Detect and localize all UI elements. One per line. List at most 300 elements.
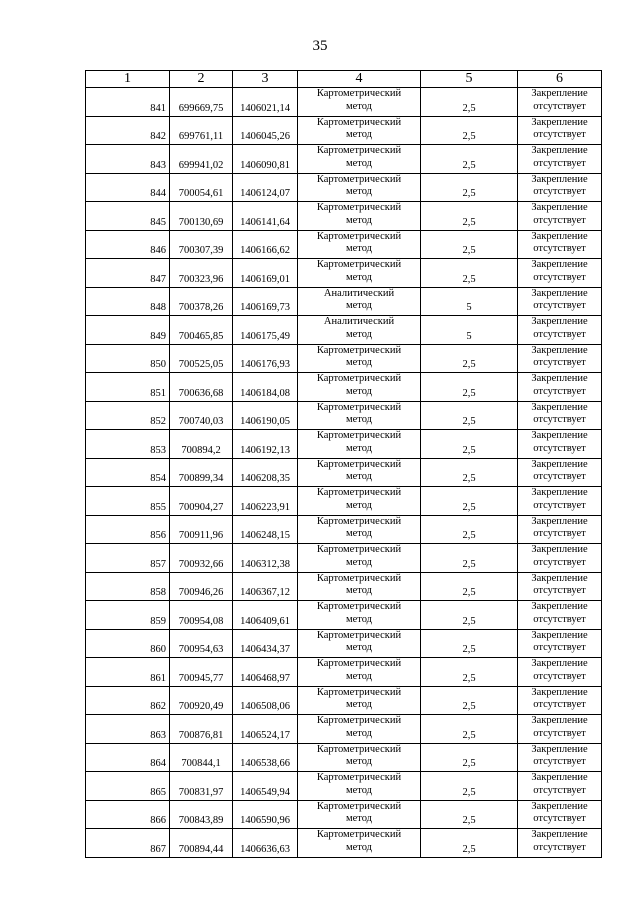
fixation-line-1: Закрепление — [531, 743, 588, 755]
coordinate-y-cell: 1406184,08 — [233, 373, 298, 402]
method-cell — [298, 259, 421, 288]
fixation-line-1: Закрепление — [531, 316, 588, 327]
fixation-line-2: отсутствует — [533, 385, 586, 397]
point-number-cell: 844 — [86, 173, 170, 202]
table-row — [86, 686, 602, 715]
accuracy-cell: 2,5 — [421, 715, 518, 744]
point-number-cell: 852 — [86, 401, 170, 430]
table-row — [86, 287, 602, 316]
coordinate-y-cell: 1406312,38 — [233, 544, 298, 573]
fixation-cell — [518, 743, 602, 772]
method-line-2: метод — [345, 243, 373, 254]
fixation-line-2: отсутствует — [533, 499, 586, 511]
coordinate-x-cell: 700954,63 — [170, 629, 233, 658]
fixation-line-1: Закрепление — [531, 686, 588, 698]
method-cell — [298, 88, 421, 117]
fixation-line-2: отсутствует — [533, 442, 586, 454]
accuracy-cell: 5 — [421, 316, 518, 345]
fixation-line-2: отсутствует — [533, 699, 586, 710]
fixation-cell — [518, 145, 602, 174]
method-line-2: метод — [345, 813, 373, 824]
method-cell — [298, 145, 421, 174]
method-cell — [298, 658, 421, 687]
column-header: 1 — [86, 71, 170, 88]
fixation-cell — [518, 230, 602, 259]
coordinate-y-cell: 1406508,06 — [233, 686, 298, 715]
coordinate-x-cell: 700844,1 — [170, 743, 233, 772]
accuracy-cell: 2,5 — [421, 430, 518, 459]
coordinate-y-cell: 1406190,05 — [233, 401, 298, 430]
method-line-2: метод — [345, 129, 373, 140]
point-number-cell: 851 — [86, 373, 170, 402]
table-row — [86, 401, 602, 430]
method-line-2: метод — [345, 556, 373, 568]
method-cell — [298, 287, 421, 316]
coordinate-x-cell: 700904,27 — [170, 487, 233, 516]
fixation-cell — [518, 88, 602, 117]
table-row — [86, 743, 602, 772]
fixation-line-1: Закрепление — [531, 487, 588, 498]
fixation-cell — [518, 401, 602, 430]
fixation-cell — [518, 487, 602, 516]
coordinate-y-cell: 1406045,26 — [233, 116, 298, 145]
method-cell — [298, 743, 421, 772]
method-line-2: метод — [345, 784, 373, 796]
fixation-cell — [518, 373, 602, 402]
method-line-1: Аналитический — [323, 316, 395, 327]
fixation-cell — [518, 572, 602, 601]
fixation-cell — [518, 430, 602, 459]
method-line-1: Картометрический — [316, 800, 402, 812]
method-line-1: Картометрический — [316, 259, 402, 270]
accuracy-cell: 2,5 — [421, 202, 518, 231]
fixation-cell — [518, 515, 602, 544]
method-line-2: метод — [345, 756, 373, 767]
point-number-cell: 845 — [86, 202, 170, 231]
method-cell — [298, 686, 421, 715]
coordinate-y-cell: 1406169,01 — [233, 259, 298, 288]
fixation-line-1: Закрепление — [531, 515, 588, 527]
table-row — [86, 658, 602, 687]
table-row — [86, 601, 602, 630]
method-line-1: Картометрический — [316, 658, 402, 669]
method-line-1: Картометрический — [316, 487, 402, 498]
accuracy-cell: 2,5 — [421, 487, 518, 516]
fixation-cell — [518, 686, 602, 715]
method-cell — [298, 458, 421, 487]
accuracy-cell: 2,5 — [421, 544, 518, 573]
fixation-cell — [518, 316, 602, 345]
method-line-2: метод — [345, 528, 373, 539]
method-cell — [298, 173, 421, 202]
fixation-line-1: Закрепление — [531, 145, 588, 156]
method-line-1: Картометрический — [316, 373, 402, 384]
method-line-2: метод — [345, 499, 373, 511]
coordinate-y-cell: 1406169,73 — [233, 287, 298, 316]
method-line-2: метод — [345, 727, 373, 739]
coordinate-x-cell: 700932,66 — [170, 544, 233, 573]
method-cell — [298, 230, 421, 259]
point-number-cell: 866 — [86, 800, 170, 829]
point-number-cell: 855 — [86, 487, 170, 516]
coordinate-x-cell: 700740,03 — [170, 401, 233, 430]
fixation-line-1: Закрепление — [531, 772, 588, 783]
method-line-2: метод — [345, 271, 373, 283]
fixation-line-2: отсутствует — [533, 186, 586, 197]
fixation-line-2: отсутствует — [533, 100, 586, 112]
accuracy-cell: 2,5 — [421, 800, 518, 829]
point-number-cell: 841 — [86, 88, 170, 117]
method-cell — [298, 601, 421, 630]
fixation-line-1: Закрепление — [531, 88, 588, 99]
method-line-2: метод — [345, 699, 373, 710]
fixation-cell — [518, 116, 602, 145]
method-line-1: Картометрический — [316, 829, 402, 840]
table-row — [86, 515, 602, 544]
method-cell — [298, 316, 421, 345]
fixation-line-2: отсутствует — [533, 214, 586, 226]
column-header: 6 — [518, 71, 602, 88]
fixation-line-2: отсутствует — [533, 784, 586, 796]
fixation-line-1: Закрепление — [531, 401, 588, 413]
point-number-cell: 867 — [86, 829, 170, 858]
method-line-2: метод — [345, 642, 373, 653]
point-number-cell: 856 — [86, 515, 170, 544]
point-number-cell: 860 — [86, 629, 170, 658]
method-line-1: Картометрический — [316, 88, 402, 99]
method-line-1: Аналитический — [323, 287, 395, 299]
point-number-cell: 846 — [86, 230, 170, 259]
point-number-cell: 862 — [86, 686, 170, 715]
header-row — [86, 71, 602, 88]
method-cell — [298, 829, 421, 858]
fixation-cell — [518, 629, 602, 658]
fixation-line-1: Закрепление — [531, 116, 588, 128]
coordinate-y-cell: 1406367,12 — [233, 572, 298, 601]
table-row — [86, 715, 602, 744]
fixation-line-2: отсутствует — [533, 556, 586, 568]
fixation-line-2: отсутствует — [533, 813, 586, 824]
point-number-cell: 853 — [86, 430, 170, 459]
coordinate-x-cell: 699761,11 — [170, 116, 233, 145]
fixation-line-1: Закрепление — [531, 800, 588, 812]
accuracy-cell: 2,5 — [421, 88, 518, 117]
fixation-line-2: отсутствует — [533, 243, 586, 254]
method-cell — [298, 373, 421, 402]
coordinate-y-cell: 1406124,07 — [233, 173, 298, 202]
coordinate-y-cell: 1406166,62 — [233, 230, 298, 259]
method-line-1: Картометрический — [316, 173, 402, 185]
coordinate-x-cell: 700920,49 — [170, 686, 233, 715]
fixation-cell — [518, 173, 602, 202]
coordinate-y-cell: 1406538,66 — [233, 743, 298, 772]
fixation-line-2: отсутствует — [533, 328, 586, 340]
point-number-cell: 859 — [86, 601, 170, 630]
fixation-line-2: отсутствует — [533, 585, 586, 596]
point-number-cell: 858 — [86, 572, 170, 601]
accuracy-cell: 2,5 — [421, 601, 518, 630]
fixation-cell — [518, 601, 602, 630]
method-line-1: Картометрический — [316, 515, 402, 527]
point-number-cell: 842 — [86, 116, 170, 145]
table-row — [86, 544, 602, 573]
accuracy-cell: 2,5 — [421, 629, 518, 658]
method-line-1: Картометрический — [316, 772, 402, 783]
coordinate-y-cell: 1406409,61 — [233, 601, 298, 630]
method-line-2: метод — [345, 442, 373, 454]
method-line-2: метод — [345, 328, 373, 340]
table-row — [86, 373, 602, 402]
table-header — [86, 71, 602, 88]
fixation-line-2: отсутствует — [533, 670, 586, 682]
fixation-line-2: отсутствует — [533, 528, 586, 539]
method-line-1: Картометрический — [316, 686, 402, 698]
coordinate-y-cell: 1406208,35 — [233, 458, 298, 487]
point-number-cell: 861 — [86, 658, 170, 687]
method-line-1: Картометрический — [316, 601, 402, 612]
coordinate-y-cell: 1406549,94 — [233, 772, 298, 801]
method-cell — [298, 401, 421, 430]
coordinate-y-cell: 1406175,49 — [233, 316, 298, 345]
method-line-1: Картометрический — [316, 202, 402, 213]
method-line-1: Картометрический — [316, 743, 402, 755]
fixation-cell — [518, 544, 602, 573]
table-row — [86, 259, 602, 288]
column-header: 3 — [233, 71, 298, 88]
point-number-cell: 864 — [86, 743, 170, 772]
coordinate-x-cell: 700894,44 — [170, 829, 233, 858]
method-cell — [298, 344, 421, 373]
column-header: 4 — [298, 71, 421, 88]
fixation-cell — [518, 202, 602, 231]
table-row — [86, 430, 602, 459]
accuracy-cell: 2,5 — [421, 572, 518, 601]
method-line-1: Картометрический — [316, 629, 402, 641]
method-cell — [298, 629, 421, 658]
coordinate-x-cell: 700843,89 — [170, 800, 233, 829]
coordinates-table — [85, 70, 602, 858]
accuracy-cell: 2,5 — [421, 743, 518, 772]
coordinate-x-cell: 700465,85 — [170, 316, 233, 345]
method-line-2: метод — [345, 157, 373, 169]
fixation-line-2: отсутствует — [533, 642, 586, 653]
fixation-line-1: Закрепление — [531, 458, 588, 470]
fixation-line-2: отсутствует — [533, 157, 586, 169]
fixation-cell — [518, 658, 602, 687]
fixation-line-1: Закрепление — [531, 715, 588, 726]
method-cell — [298, 572, 421, 601]
method-line-1: Картометрический — [316, 544, 402, 555]
fixation-line-1: Закрепление — [531, 601, 588, 612]
fixation-line-1: Закрепление — [531, 259, 588, 270]
accuracy-cell: 2,5 — [421, 772, 518, 801]
fixation-line-2: отсутствует — [533, 271, 586, 283]
accuracy-cell: 2,5 — [421, 686, 518, 715]
fixation-line-2: отсутствует — [533, 841, 586, 853]
table-row — [86, 344, 602, 373]
accuracy-cell: 2,5 — [421, 116, 518, 145]
method-line-2: метод — [345, 385, 373, 397]
method-line-2: метод — [345, 670, 373, 682]
fixation-line-2: отсутствует — [533, 357, 586, 368]
method-line-2: метод — [345, 471, 373, 482]
page-number: 35 — [312, 38, 328, 54]
point-number-cell: 848 — [86, 287, 170, 316]
fixation-line-2: отсутствует — [533, 756, 586, 767]
accuracy-cell: 2,5 — [421, 515, 518, 544]
method-cell — [298, 487, 421, 516]
coordinate-x-cell: 700876,81 — [170, 715, 233, 744]
method-line-2: метод — [345, 841, 373, 853]
coordinate-x-cell: 699669,75 — [170, 88, 233, 117]
coordinate-x-cell: 700954,08 — [170, 601, 233, 630]
accuracy-cell: 2,5 — [421, 145, 518, 174]
method-line-1: Картометрический — [316, 116, 402, 128]
table-row — [86, 173, 602, 202]
table-row — [86, 800, 602, 829]
method-cell — [298, 202, 421, 231]
coordinate-x-cell: 700831,97 — [170, 772, 233, 801]
method-line-2: метод — [345, 100, 373, 112]
accuracy-cell: 5 — [421, 287, 518, 316]
fixation-line-1: Закрепление — [531, 344, 588, 356]
coordinate-x-cell: 700307,39 — [170, 230, 233, 259]
accuracy-cell: 2,5 — [421, 230, 518, 259]
fixation-line-1: Закрепление — [531, 373, 588, 384]
coordinate-y-cell: 1406176,93 — [233, 344, 298, 373]
coordinate-x-cell: 700911,96 — [170, 515, 233, 544]
coordinate-y-cell: 1406524,17 — [233, 715, 298, 744]
method-cell — [298, 772, 421, 801]
method-line-1: Картометрический — [316, 715, 402, 726]
fixation-cell — [518, 344, 602, 373]
coordinate-x-cell: 700323,96 — [170, 259, 233, 288]
point-number-cell: 843 — [86, 145, 170, 174]
fixation-cell — [518, 458, 602, 487]
fixation-line-2: отсутствует — [533, 300, 586, 311]
fixation-cell — [518, 259, 602, 288]
method-cell — [298, 515, 421, 544]
table-row — [86, 572, 602, 601]
fixation-line-1: Закрепление — [531, 230, 588, 242]
table-row — [86, 829, 602, 858]
point-number-cell: 863 — [86, 715, 170, 744]
column-header: 5 — [421, 71, 518, 88]
coordinate-y-cell: 1406590,96 — [233, 800, 298, 829]
table-row — [86, 88, 602, 117]
coordinate-y-cell: 1406248,15 — [233, 515, 298, 544]
fixation-line-2: отсутствует — [533, 471, 586, 482]
fixation-line-1: Закрепление — [531, 658, 588, 669]
method-cell — [298, 544, 421, 573]
accuracy-cell: 2,5 — [421, 458, 518, 487]
method-line-2: метод — [345, 214, 373, 226]
table-row — [86, 116, 602, 145]
coordinate-x-cell: 700378,26 — [170, 287, 233, 316]
point-number-cell: 865 — [86, 772, 170, 801]
coordinate-y-cell: 1406192,13 — [233, 430, 298, 459]
method-cell — [298, 430, 421, 459]
method-line-1: Картометрический — [316, 230, 402, 242]
fixation-cell — [518, 772, 602, 801]
coordinate-y-cell: 1406468,97 — [233, 658, 298, 687]
table-row — [86, 230, 602, 259]
accuracy-cell: 2,5 — [421, 344, 518, 373]
method-line-1: Картометрический — [316, 430, 402, 441]
table-row — [86, 145, 602, 174]
coordinate-y-cell: 1406021,14 — [233, 88, 298, 117]
method-line-1: Картометрический — [316, 572, 402, 584]
accuracy-cell: 2,5 — [421, 829, 518, 858]
coordinate-y-cell: 1406636,63 — [233, 829, 298, 858]
method-line-1: Картометрический — [316, 344, 402, 356]
method-line-2: метод — [345, 186, 373, 197]
fixation-cell — [518, 800, 602, 829]
coordinate-x-cell: 700130,69 — [170, 202, 233, 231]
point-number-cell: 847 — [86, 259, 170, 288]
coordinate-x-cell: 700945,77 — [170, 658, 233, 687]
table-row — [86, 487, 602, 516]
table-row — [86, 458, 602, 487]
point-number-cell: 857 — [86, 544, 170, 573]
table-row — [86, 629, 602, 658]
fixation-line-1: Закрепление — [531, 829, 588, 840]
fixation-cell — [518, 715, 602, 744]
fixation-line-1: Закрепление — [531, 629, 588, 641]
point-number-cell: 849 — [86, 316, 170, 345]
fixation-line-2: отсутствует — [533, 613, 586, 625]
table-row — [86, 772, 602, 801]
coordinate-x-cell: 700525,05 — [170, 344, 233, 373]
coordinate-y-cell: 1406090,81 — [233, 145, 298, 174]
method-cell — [298, 800, 421, 829]
method-line-1: Картометрический — [316, 145, 402, 156]
fixation-line-1: Закрепление — [531, 202, 588, 213]
accuracy-cell: 2,5 — [421, 173, 518, 202]
method-line-2: метод — [345, 585, 373, 596]
table-row — [86, 202, 602, 231]
accuracy-cell: 2,5 — [421, 373, 518, 402]
method-cell — [298, 116, 421, 145]
fixation-cell — [518, 287, 602, 316]
coordinate-y-cell: 1406223,91 — [233, 487, 298, 516]
fixation-line-2: отсутствует — [533, 129, 586, 140]
method-line-2: метод — [345, 300, 373, 311]
coordinate-y-cell: 1406434,37 — [233, 629, 298, 658]
point-number-cell: 850 — [86, 344, 170, 373]
accuracy-cell: 2,5 — [421, 259, 518, 288]
column-header: 2 — [170, 71, 233, 88]
table-row — [86, 316, 602, 345]
fixation-line-1: Закрепление — [531, 544, 588, 555]
method-line-1: Картометрический — [316, 458, 402, 470]
method-line-2: метод — [345, 357, 373, 368]
table-body — [86, 88, 602, 858]
coordinate-x-cell: 700636,68 — [170, 373, 233, 402]
fixation-line-1: Закрепление — [531, 572, 588, 584]
fixation-line-2: отсутствует — [533, 727, 586, 739]
fixation-line-1: Закрепление — [531, 287, 588, 299]
fixation-line-2: отсутствует — [533, 414, 586, 425]
coordinate-x-cell: 700894,2 — [170, 430, 233, 459]
method-line-2: метод — [345, 613, 373, 625]
coordinate-x-cell: 700054,61 — [170, 173, 233, 202]
coordinate-x-cell: 700946,26 — [170, 572, 233, 601]
accuracy-cell: 2,5 — [421, 658, 518, 687]
point-number-cell: 854 — [86, 458, 170, 487]
coordinate-y-cell: 1406141,64 — [233, 202, 298, 231]
fixation-line-1: Закрепление — [531, 173, 588, 185]
